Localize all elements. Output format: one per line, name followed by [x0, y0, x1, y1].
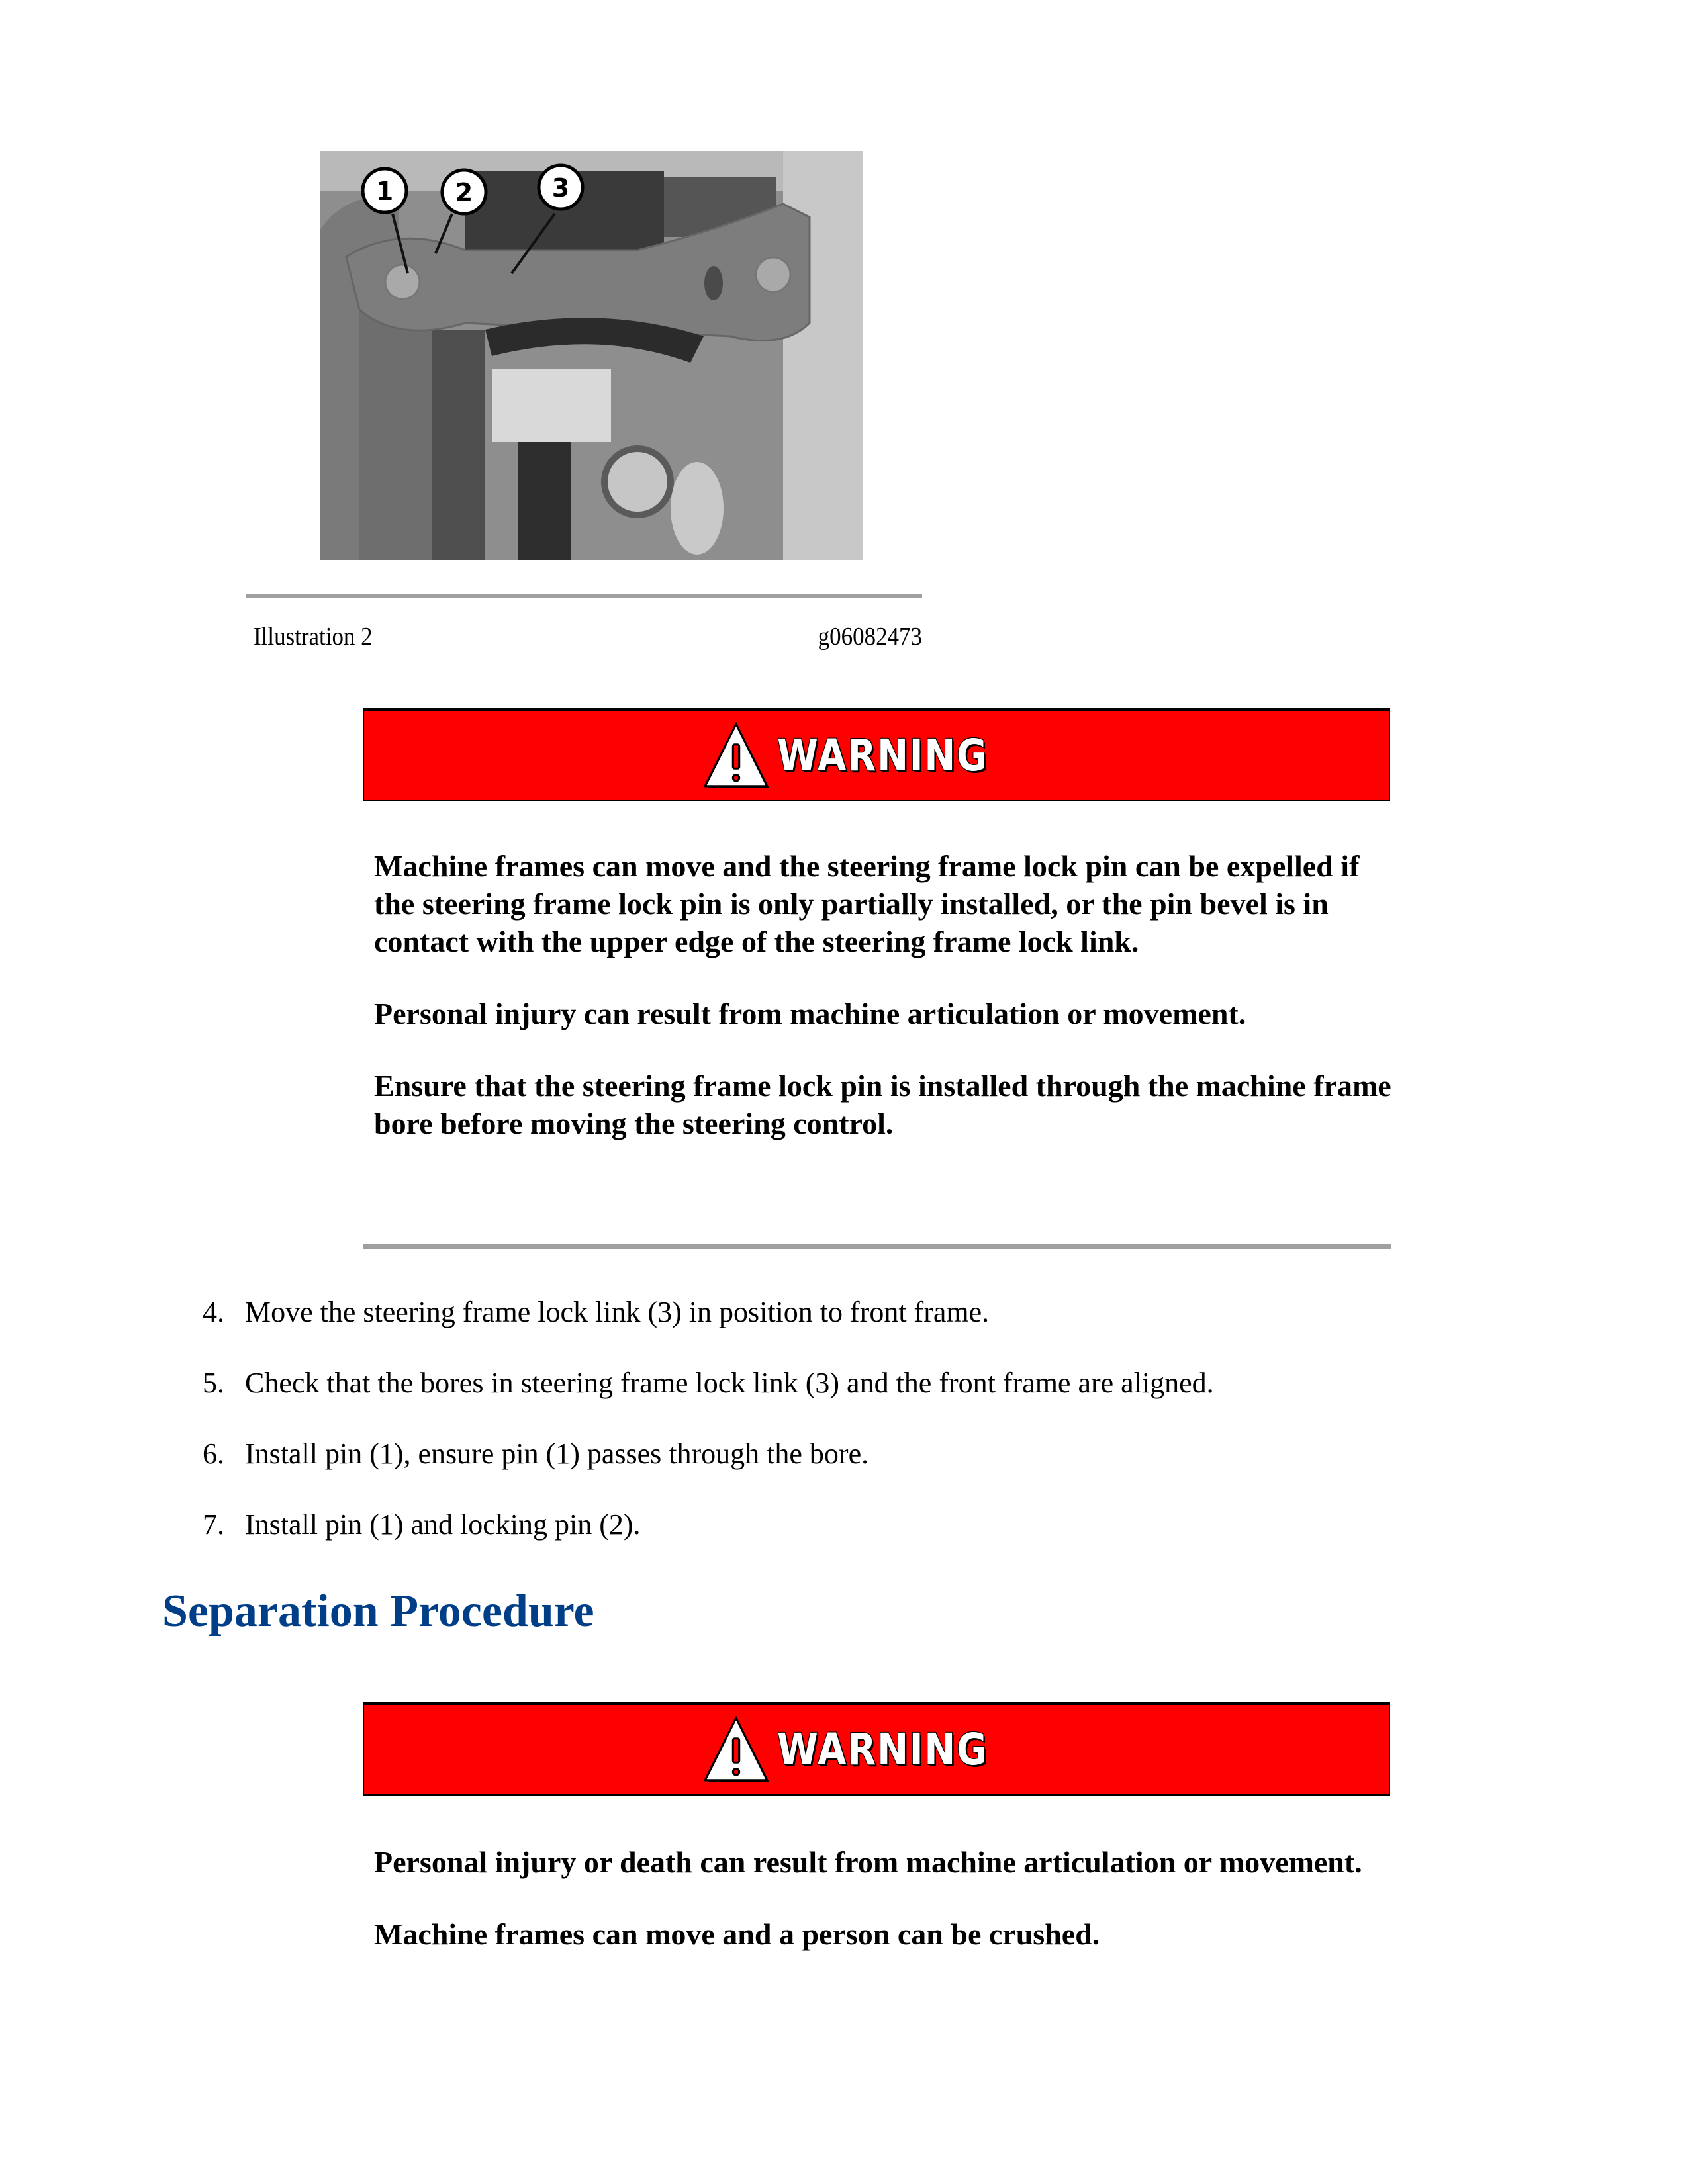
warning-message: [374, 1843, 1393, 1987]
warning-end-divider: [363, 1244, 1391, 1249]
illustration-label: Illustration 2: [254, 623, 373, 651]
illustration-photo: [320, 151, 863, 560]
warning-triangle-icon: [702, 1715, 771, 1784]
step-text: Move the steering frame lock link (3) in position to front frame.: [245, 1296, 990, 1328]
step-item: [203, 1437, 1214, 1508]
warning-paragraph: Personal injury or death can result from machine articulation or movement.: [374, 1845, 1362, 1879]
warning-label: WARNING: [776, 730, 988, 781]
step-item: [203, 1295, 1214, 1366]
warning-paragraph: Machine frames can move and a person can be crushed.: [374, 1917, 1100, 1951]
step-item: [203, 1366, 1214, 1437]
svg-text:3: 3: [551, 173, 570, 203]
steering-frame-lock-photo: [320, 151, 863, 560]
procedure-steps: [203, 1295, 1214, 1578]
step-number: 6.: [203, 1437, 224, 1470]
svg-text:1: 1: [375, 177, 394, 206]
warning-message: [374, 847, 1393, 1177]
step-number: 4.: [203, 1296, 224, 1328]
step-number: 5.: [203, 1367, 224, 1399]
caption-divider: [246, 594, 922, 598]
callout-3: [539, 165, 583, 209]
warning-paragraph: Personal injury can result from machine articulation or movement.: [374, 997, 1246, 1030]
callout-1: [363, 169, 406, 212]
step-item: [203, 1508, 1214, 1578]
step-text: Install pin (1), ensure pin (1) passes through the bore.: [245, 1437, 869, 1470]
step-text: Check that the bores in steering frame lock link (3) and the front frame are aligned.: [245, 1367, 1214, 1399]
warning-label: WARNING: [776, 1724, 988, 1775]
callout-2: [442, 170, 486, 214]
step-number: 7.: [203, 1508, 224, 1541]
warning-banner: [363, 708, 1390, 801]
step-text: Install pin (1) and locking pin (2).: [245, 1508, 641, 1541]
warning-banner: [363, 1702, 1390, 1796]
warning-paragraph: Machine frames can move and the steering frame lock pin can be expelled if the steering frame lock pin is only partially installed, or the pin bevel is in contact with the upper edge of the steering frame lock link.: [374, 849, 1360, 958]
warning-paragraph: Ensure that the steering frame lock pin is installed through the machine frame bore before moving the steering control.: [374, 1069, 1391, 1140]
section-heading: Separation Procedure: [162, 1586, 594, 1637]
svg-text:2: 2: [455, 178, 473, 207]
warning-triangle-icon: [702, 721, 771, 790]
illustration-id: g06082473: [818, 623, 922, 651]
